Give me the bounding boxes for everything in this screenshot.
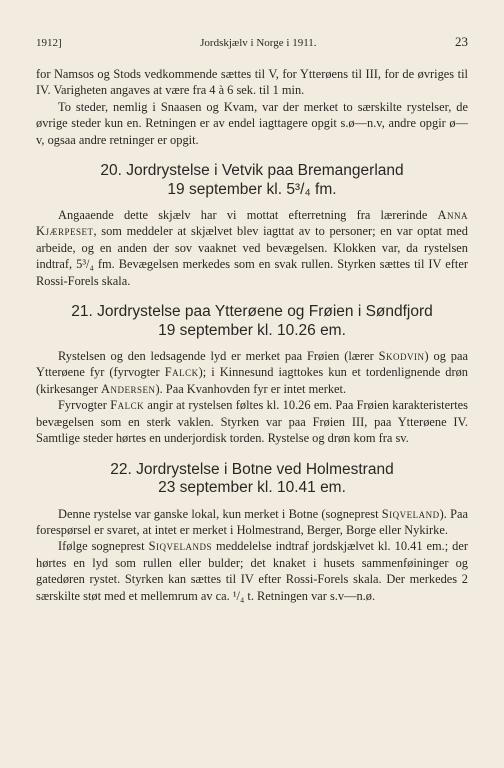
section-title: 20. Jordrystelse i Vetvik paa Bremangerland — [100, 162, 404, 180]
section-title: 22. Jordrystelse i Botne ved Holmestrand — [110, 460, 394, 478]
section-title: 21. Jordrystelse paa Ytterøene og Frøien i Søndfjord — [71, 303, 433, 321]
page-number: 23 — [455, 34, 468, 49]
paragraph: Fyrvogter Falck angir at rystelsen føltes kl. 10.26 em. Paa Frøien karakteristertes bevægelsen som en sterk vaklen. Styrken var paa Frøien III, paa Ytterøene IV. Samtlige steder hørtes en underjordisk torden. Rystelse og drøn kom fra sv. — [36, 398, 468, 446]
section-date: 19 september kl. 10.26 em. — [158, 321, 346, 339]
running-head — [36, 34, 468, 50]
person-name: Siqveland — [381, 506, 440, 521]
person-name: Andersen — [101, 381, 156, 396]
section-date: 23 september kl. 10.41 em. — [158, 479, 346, 496]
section-heading-20 — [36, 162, 468, 199]
person-name: Siqvelands — [148, 539, 212, 554]
running-head-title: Jordskjælv i Norge i 1911. — [200, 37, 317, 49]
person-name: Falck — [110, 398, 145, 413]
person-name: Skodvin — [378, 349, 425, 364]
paragraph: Denne rystelse var ganske lokal, kun merket i Botne (sogneprest Siqveland). Paa forespørsel er svaret, at intet er merket i Holmestrand, Berger, Borge eller Nykirke. — [36, 506, 468, 537]
person-name: Falck — [164, 365, 199, 380]
paragraph: To steder, nemlig i Snaasen og Kvam, var der merket to særskilte rystelser, de øvrige steder kun en. Retningen er av endel iagttagere opgit s.ø—n.v, andre opgir ø—v, ogsaa andre retninger er opgit. — [36, 99, 468, 147]
section-date: 19 september kl. 5³/₄ fm. — [167, 180, 337, 198]
paragraph: Angaaende dette skjælv har vi mottat efterretning fra lærerinde Anna Kjærpeset, som meddeler at skjælvet blev iagttat av to personer; en var optat med arbeide, og en anden der sov vaaknet ved bevægelsen. Klokken var, da rystelsen indtraf, 5³/₄ fm. Bevægelsen merkedes som en svak rullen. Styrken sættes til IV efter Rossi-Forels skala. — [36, 208, 468, 288]
page-body — [36, 66, 468, 604]
running-head-left: 1912] — [36, 37, 62, 49]
person-name: Anna Kjærpeset — [36, 208, 468, 239]
paragraph: Rystelsen og den ledsagende lyd er merket paa Frøien (lærer Skodvin) og paa Ytterøene fyr (fyrvogter Falck); i Kinnesund iagttokes kun et tordenlignende drøn (kirkesanger Andersen). Paa Kvanhovden fyr er intet merket. — [36, 349, 468, 396]
section-heading-21 — [36, 303, 468, 340]
section-heading-22 — [36, 461, 468, 498]
paragraph: for Namsos og Stods vedkommende sættes til V, for Ytterøens til III, for de øvriges til IV. Varigheten angaves at være fra 4 à 6 sek. til 1 min. — [36, 67, 468, 98]
paragraph: Ifølge sogneprest Siqvelands meddelelse indtraf jordskjælvet kl. 10.41 em.; der hørtes en lyd som rullen eller bulder; det knaket i husets sammenføininger og gatedøren rystet. Styrken kan sættes til IV efter Rossi-Forels skala. Der merkedes 2 særskilte støt med et mellemrum av ca. ¹/₄ t. Retningen var s.v—n.ø. — [36, 539, 468, 603]
